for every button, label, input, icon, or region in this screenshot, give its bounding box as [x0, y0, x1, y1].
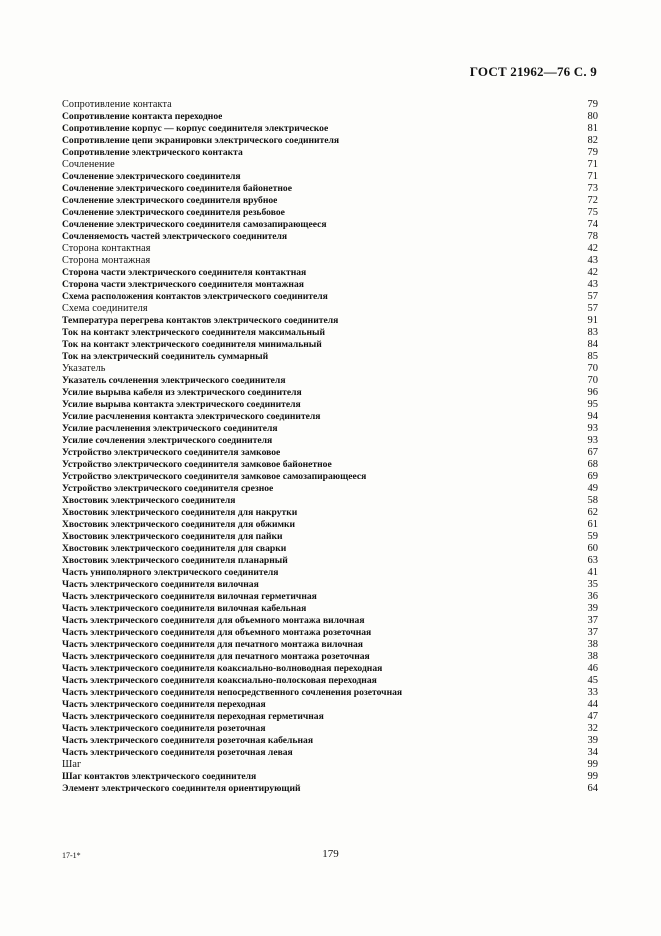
index-entry — [62, 603, 598, 615]
index-page-number: 94 — [587, 411, 598, 422]
index-page-number: 47 — [587, 711, 598, 722]
index-term: Сопротивление контакта переходное — [62, 111, 223, 122]
index-page-number: 34 — [587, 747, 598, 758]
index-page-number: 96 — [587, 387, 598, 398]
index-page-number: 57 — [587, 291, 598, 302]
index-term: Схема расположения контактов электрического соединителя — [62, 291, 328, 302]
index-page-number: 32 — [587, 723, 598, 734]
index-entry — [62, 171, 598, 183]
index-term: Сопротивление корпус — корпус соединителя электрическое — [62, 123, 329, 134]
index-entry — [62, 495, 598, 507]
index-page-number: 85 — [587, 351, 598, 362]
index-entry — [62, 435, 598, 447]
index-term: Сторона монтажная — [62, 255, 151, 266]
index-page-number: 49 — [587, 483, 598, 494]
index-term: Часть электрического соединителя розеточная — [62, 723, 266, 734]
index-entry — [62, 183, 598, 195]
index-term: Сопротивление электрического контакта — [62, 147, 243, 158]
index-entry — [62, 135, 598, 147]
index-entry — [62, 543, 598, 555]
index-entry — [62, 783, 598, 795]
index-entry — [62, 723, 598, 735]
index-page-number: 71 — [587, 171, 598, 182]
index-term: Ток на контакт электрического соединителя максимальный — [62, 327, 326, 338]
index-page-number: 93 — [587, 423, 598, 434]
index-entry — [62, 771, 598, 783]
index-entry — [62, 99, 598, 111]
index-page-number: 74 — [587, 219, 598, 230]
index-term: Шаг контактов электрического соединителя — [62, 771, 257, 782]
index-term: Усилие расчленения электрического соединителя — [62, 423, 278, 434]
index-entry — [62, 483, 598, 495]
index-page-number: 99 — [587, 771, 598, 782]
index-term: Сочленяемость частей электрического соединителя — [62, 231, 288, 242]
index-term: Указатель сочленения электрического соединителя — [62, 375, 286, 386]
index-entry — [62, 675, 598, 687]
index-page-number: 59 — [587, 531, 598, 542]
index-entry — [62, 339, 598, 351]
index-entry — [62, 267, 598, 279]
index-page-number: 99 — [587, 759, 598, 770]
index-term: Устройство электрического соединителя срезное — [62, 483, 274, 494]
index-page-number: 42 — [587, 243, 598, 254]
index-entry — [62, 159, 598, 171]
index-page-number: 43 — [587, 279, 598, 290]
index-term: Сторона части электрического соединителя монтажная — [62, 279, 304, 290]
sheet-mark: 17-1* — [62, 851, 81, 860]
index-entry — [62, 111, 598, 123]
index-page-number: 84 — [587, 339, 598, 350]
index-page-number: 46 — [587, 663, 598, 674]
index-term: Часть электрического соединителя вилочная герметичная — [62, 591, 317, 602]
index-page-number: 33 — [587, 687, 598, 698]
index-entry — [62, 351, 598, 363]
index-entry — [62, 303, 598, 315]
index-term: Устройство электрического соединителя замковое — [62, 447, 281, 458]
index-entry — [62, 519, 598, 531]
index-entry — [62, 387, 598, 399]
index-term: Часть электрического соединителя переходная герметичная — [62, 711, 324, 722]
index-term: Сочленение электрического соединителя байонетное — [62, 183, 292, 194]
index-page-number: 82 — [587, 135, 598, 146]
index-page-number: 62 — [587, 507, 598, 518]
index-page-number: 83 — [587, 327, 598, 338]
index-page-number: 64 — [587, 783, 598, 794]
index-page-number: 42 — [587, 267, 598, 278]
index-term: Часть электрического соединителя розеточная кабельная — [62, 735, 314, 746]
index-entry — [62, 663, 598, 675]
index-term: Схема соединителя — [62, 303, 148, 314]
index-page-number: 37 — [587, 615, 598, 626]
index-entry — [62, 711, 598, 723]
index-term: Часть электрического соединителя для объемного монтажа розеточная — [62, 627, 372, 638]
index-entry — [62, 747, 598, 759]
index-term: Усилие сочленения электрического соединителя — [62, 435, 273, 446]
index-term: Хвостовик электрического соединителя для пайки — [62, 531, 283, 542]
index-page-number: 38 — [587, 639, 598, 650]
index-page-number: 73 — [587, 183, 598, 194]
index-entry — [62, 447, 598, 459]
index-entry — [62, 567, 598, 579]
index-entry — [62, 735, 598, 747]
index-term: Элемент электрического соединителя ориентирующий — [62, 783, 301, 794]
index-term: Хвостовик электрического соединителя для обжимки — [62, 519, 296, 530]
index-term: Устройство электрического соединителя замковое байонетное — [62, 459, 332, 470]
index-term: Указатель — [62, 363, 106, 374]
page-number: 179 — [322, 848, 339, 860]
index-entry — [62, 231, 598, 243]
index-entry — [62, 279, 598, 291]
index-entry — [62, 639, 598, 651]
index-page-number: 80 — [587, 111, 598, 122]
index-page-number: 75 — [587, 207, 598, 218]
index-term: Хвостовик электрического соединителя для сварки — [62, 543, 287, 554]
index-page-number: 37 — [587, 627, 598, 638]
index-term: Часть электрического соединителя коаксиально-волноводная переходная — [62, 663, 383, 674]
index-list — [62, 99, 598, 795]
index-term: Сторона части электрического соединителя контактная — [62, 267, 307, 278]
index-entry — [62, 627, 598, 639]
index-term: Часть электрического соединителя розеточная левая — [62, 747, 293, 758]
index-entry — [62, 291, 598, 303]
index-page-number: 63 — [587, 555, 598, 566]
index-term: Сочленение электрического соединителя самозапирающееся — [62, 219, 327, 230]
index-entry — [62, 423, 598, 435]
index-page-number: 95 — [587, 399, 598, 410]
index-entry — [62, 327, 598, 339]
index-page-number: 79 — [587, 99, 598, 110]
index-entry — [62, 195, 598, 207]
index-term: Часть электрического соединителя переходная — [62, 699, 266, 710]
index-term: Усилие вырыва кабеля из электрического соединителя — [62, 387, 302, 398]
index-page-number: 91 — [587, 315, 598, 326]
index-page-number: 72 — [587, 195, 598, 206]
index-term: Часть униполярного электрического соединителя — [62, 567, 279, 578]
index-page-number: 67 — [587, 447, 598, 458]
index-entry — [62, 759, 598, 771]
page-header: ГОСТ 21962—76 С. 9 — [469, 64, 597, 79]
index-entry — [62, 219, 598, 231]
index-entry — [62, 555, 598, 567]
index-page-number: 93 — [587, 435, 598, 446]
index-page-number: 39 — [587, 735, 598, 746]
index-entry — [62, 507, 598, 519]
index-term: Сопротивление цепи экранировки электрического соединителя — [62, 135, 340, 146]
index-term: Часть электрического соединителя для печатного монтажа розеточная — [62, 651, 370, 662]
index-entry — [62, 375, 598, 387]
index-entry — [62, 615, 598, 627]
index-entry — [62, 471, 598, 483]
index-page-number: 38 — [587, 651, 598, 662]
index-page-number: 58 — [587, 495, 598, 506]
index-page-number: 71 — [587, 159, 598, 170]
index-term: Устройство электрического соединителя замковое самозапирающееся — [62, 471, 367, 482]
index-page-number: 68 — [587, 459, 598, 470]
index-page-number: 36 — [587, 591, 598, 602]
index-term: Часть электрического соединителя непосредственного сочленения розеточная — [62, 687, 403, 698]
index-term: Усилие расчленения контакта электрического соединителя — [62, 411, 321, 422]
index-term: Усилие вырыва контакта электрического соединителя — [62, 399, 301, 410]
index-page-number: 57 — [587, 303, 598, 314]
index-page-number: 45 — [587, 675, 598, 686]
index-term: Сочленение — [62, 159, 115, 170]
index-entry — [62, 255, 598, 267]
index-term: Шаг — [62, 759, 82, 770]
index-entry — [62, 123, 598, 135]
index-entry — [62, 687, 598, 699]
index-entry — [62, 243, 598, 255]
index-entry — [62, 315, 598, 327]
index-page-number: 61 — [587, 519, 598, 530]
index-page-number: 81 — [587, 123, 598, 134]
index-term: Ток на электрический соединитель суммарный — [62, 351, 269, 362]
index-entry — [62, 399, 598, 411]
index-page-number: 79 — [587, 147, 598, 158]
index-term: Хвостовик электрического соединителя планарный — [62, 555, 288, 566]
index-term: Часть электрического соединителя коаксиально-полосковая переходная — [62, 675, 377, 686]
index-page-number: 39 — [587, 603, 598, 614]
index-entry — [62, 411, 598, 423]
index-page-number: 43 — [587, 255, 598, 266]
index-term: Часть электрического соединителя вилочная кабельная — [62, 603, 307, 614]
index-entry — [62, 651, 598, 663]
index-page-number: 44 — [587, 699, 598, 710]
index-term: Сторона контактная — [62, 243, 151, 254]
index-page-number: 70 — [587, 375, 598, 386]
index-page-number: 78 — [587, 231, 598, 242]
index-term: Часть электрического соединителя для печатного монтажа вилочная — [62, 639, 363, 650]
index-entry — [62, 207, 598, 219]
index-term: Хвостовик электрического соединителя для накрутки — [62, 507, 298, 518]
index-entry — [62, 591, 598, 603]
index-term: Часть электрического соединителя для объемного монтажа вилочная — [62, 615, 365, 626]
index-page-number: 35 — [587, 579, 598, 590]
index-entry — [62, 459, 598, 471]
index-entry — [62, 147, 598, 159]
index-page-number: 41 — [587, 567, 598, 578]
index-term: Хвостовик электрического соединителя — [62, 495, 236, 506]
index-term: Часть электрического соединителя вилочная — [62, 579, 259, 590]
index-entry — [62, 531, 598, 543]
index-term: Ток на контакт электрического соединителя минимальный — [62, 339, 322, 350]
index-page-number: 69 — [587, 471, 598, 482]
index-page-number: 60 — [587, 543, 598, 554]
index-entry — [62, 363, 598, 375]
index-term: Сочленение электрического соединителя — [62, 171, 241, 182]
index-term: Сопротивление контакта — [62, 99, 172, 110]
index-term: Сочленение электрического соединителя резьбовое — [62, 207, 285, 218]
index-entry — [62, 579, 598, 591]
index-term: Сочленение электрического соединителя врубное — [62, 195, 278, 206]
index-page-number: 70 — [587, 363, 598, 374]
index-term: Температура перегрева контактов электрического соединителя — [62, 315, 339, 326]
index-entry — [62, 699, 598, 711]
